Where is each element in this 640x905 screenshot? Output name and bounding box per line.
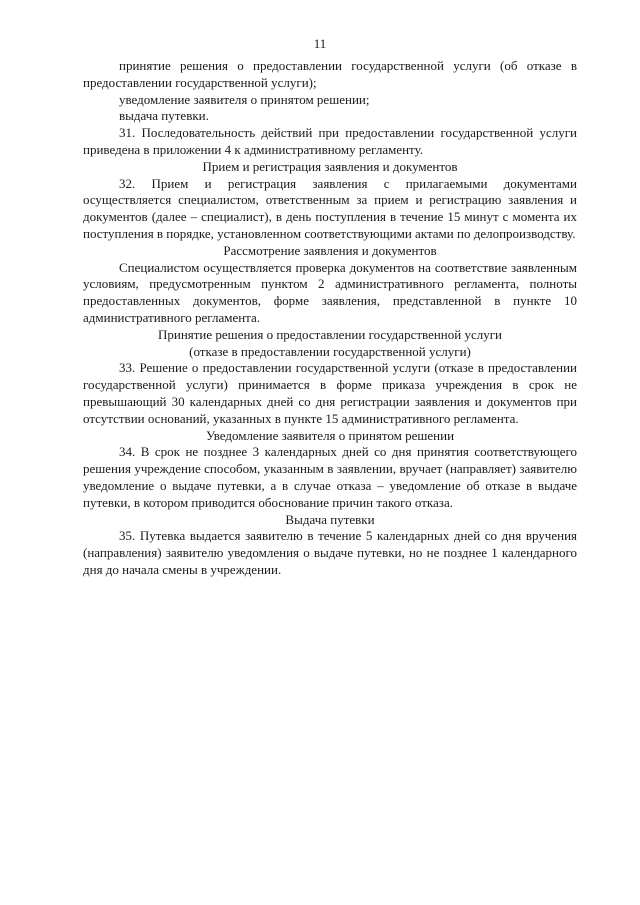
- section-heading-review: Рассмотрение заявления и документов: [223, 242, 437, 258]
- section-heading-notification: Уведомление заявителя о принятом решении: [205, 427, 455, 443]
- paragraph-33: 33. Решение о предоставлении государственной услуги (отказе в предоставлении государственной услуги) принимается в форме приказа учреждения в срок не превышающий 30 календарных дней со дня регистрации заявления и документов при отсутствии оснований, указанных в пункте 15 административного регламента.: [83, 360, 577, 426]
- section-heading-reception: Прием и регистрация заявления и документов: [202, 158, 458, 174]
- section-heading-decision: [83, 327, 577, 361]
- section-heading-issue: Выдача путевки: [285, 511, 375, 527]
- paragraph-review: Специалистом осуществляется проверка документов на соответствие заявленным условиям, предусмотренным пунктом 2 административного регламента, полноты предоставленных документов, форме заявления, представленной в пункте 10 административного регламента.: [83, 259, 577, 325]
- paragraph-35: 35. Путевка выдается заявителю в течение 5 календарных дней со дня вручения (направления) заявителю уведомления о выдаче путевки, но не позднее 1 календарного дня до начала смены в учреждении.: [83, 528, 577, 577]
- paragraph-32: 32. Прием и регистрация заявления с прилагаемыми документами осуществляется специалистом, ответственным за прием и регистрацию заявления и документов (далее – специалист), в день поступления в течение 15 минут с момента их поступления в порядке, установленном соответствующими актами по делопроизводству.: [83, 175, 577, 241]
- intro-item-decision: принятие решения о предоставлении государственной услуги (об отказе в предоставлении государственной услуги);: [83, 58, 577, 90]
- document-body: [83, 58, 577, 579]
- paragraph-34: 34. В срок не позднее 3 календарных дней со дня принятия соответствующего решения учреждение способом, указанным в заявлении, вручает (направляет) заявителю уведомление о выдаче путевки, а в случае отказа – уведомление об отказе в выдаче путевки, в котором приводится обоснование причин такого отказа.: [83, 444, 577, 510]
- intro-item-issue: выдача путевки.: [119, 108, 209, 124]
- section-heading-decision-line2: (отказе в предоставлении государственной услуги): [189, 343, 471, 359]
- paragraph-31: 31. Последовательность действий при предоставлении государственной услуги приведена в приложении 4 к административному регламенту.: [83, 125, 577, 157]
- section-heading-decision-line1: Принятие решения о предоставлении государственной услуги: [157, 326, 503, 342]
- intro-item-notification: уведомление заявителя о принятом решении;: [119, 91, 370, 107]
- page-number: 11: [313, 36, 327, 51]
